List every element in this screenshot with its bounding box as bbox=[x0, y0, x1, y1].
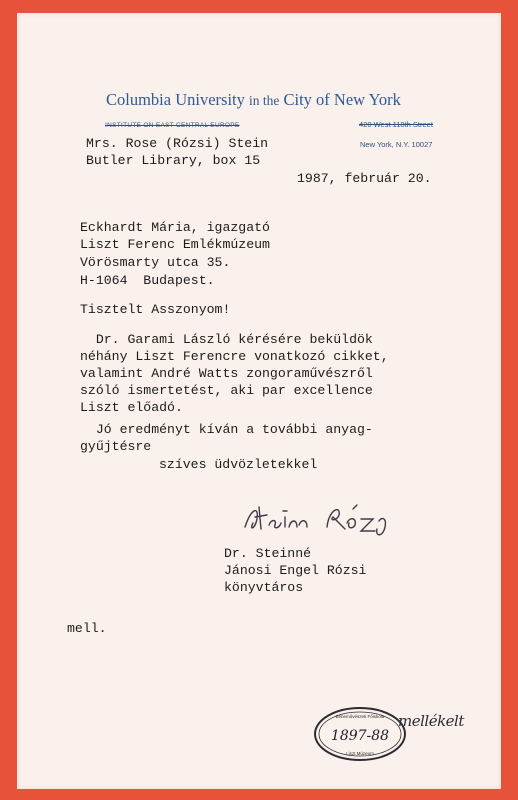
body-line: néhány Liszt Ferencre vonatkozó cikket, bbox=[80, 349, 389, 364]
letterhead-city: City of New York bbox=[283, 90, 401, 109]
recipient-line-2: Liszt Ferenc Emlékmúzeum bbox=[80, 237, 270, 252]
letter-date: 1987, február 20. bbox=[297, 171, 432, 186]
body-line: Liszt előadó. bbox=[80, 400, 183, 415]
recipient-line-1: Eckhardt Mária, igazgató bbox=[80, 220, 270, 235]
stamp-bottom-text: Liszt Múzeum bbox=[346, 751, 374, 756]
body-line: valamint André Watts zongoraművészről bbox=[80, 366, 373, 381]
letterhead-institute: INSTITUTE ON EAST CENTRAL EUROPE bbox=[105, 122, 240, 129]
handwritten-note: mellékelt bbox=[398, 712, 464, 730]
letterhead-connector: in the bbox=[249, 93, 280, 108]
closing: szíves üdvözletekkel bbox=[159, 457, 318, 472]
letterhead-city-zip: New York, N.Y. 10027 bbox=[360, 140, 433, 149]
signature-line-2: Jánosi Engel Rózsi bbox=[224, 563, 367, 578]
letterhead-university: Columbia University bbox=[106, 90, 245, 109]
body-line: gyűjtésre bbox=[80, 439, 152, 454]
body-line: Jó eredményt kíván a további anyag- bbox=[80, 422, 373, 437]
letter-paper bbox=[17, 13, 501, 789]
sender-address: Butler Library, box 15 bbox=[86, 153, 261, 168]
body-line: Dr. Garami László kérésére beküldök bbox=[80, 332, 373, 347]
body-line: szóló ismertetést, aki par excellence bbox=[80, 383, 373, 398]
handwritten-signature bbox=[241, 499, 401, 539]
letterhead-title bbox=[106, 90, 401, 110]
signature-line-1: Dr. Steinné bbox=[224, 546, 312, 561]
recipient-line-3: Vörösmarty utca 35. bbox=[80, 255, 231, 270]
stamp-number: 1897-88 bbox=[330, 728, 390, 744]
enclosure-note: mell. bbox=[67, 621, 107, 636]
letterhead-street: 420 West 118th Street bbox=[359, 120, 433, 129]
stamp-top-text: Zeneművészeti Főiskola bbox=[335, 714, 385, 719]
sender-name: Mrs. Rose (Rózsi) Stein bbox=[86, 136, 269, 151]
salutation: Tisztelt Asszonyom! bbox=[80, 302, 231, 317]
signature-line-3: könyvtáros bbox=[224, 580, 304, 595]
recipient-line-4: H-1064 Budapest. bbox=[80, 273, 215, 288]
museum-stamp bbox=[312, 705, 408, 763]
